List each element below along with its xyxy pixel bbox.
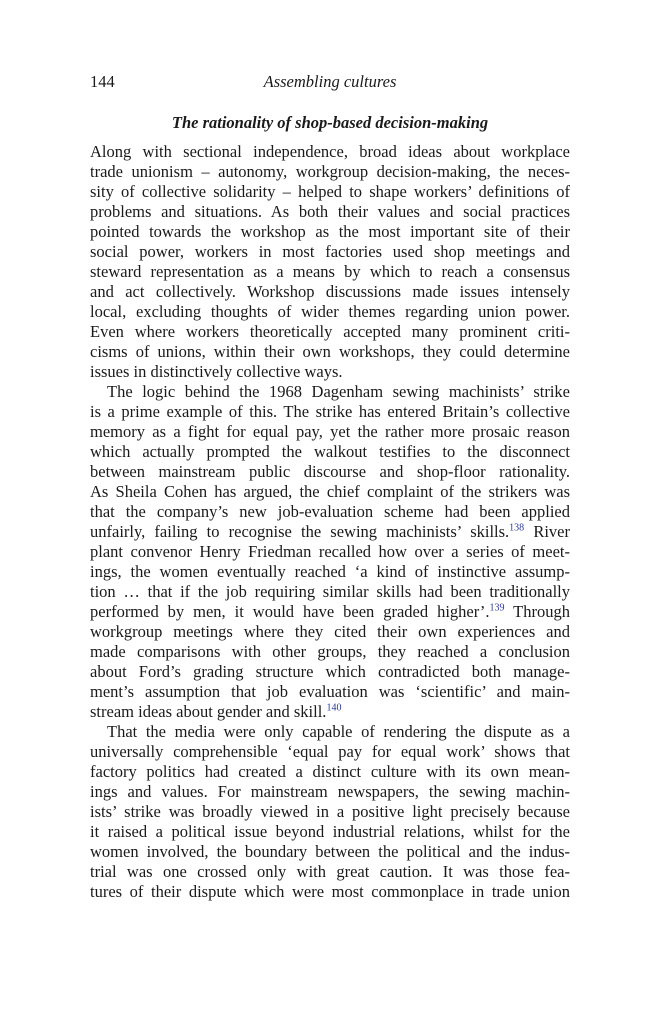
text-line: trial was one crossed only with great caution. It was those fea- — [90, 862, 570, 881]
text-line: pointed towards the workshop as the most important site of their — [90, 222, 570, 241]
text-fragment: stream ideas about gender and skill. — [90, 702, 327, 721]
text-line: workgroup meetings where they cited their own experiences and — [90, 622, 570, 641]
text-line: social power, workers in most factories used shop meetings and — [90, 242, 570, 261]
text-line: local, excluding thoughts of wider themes regarding union power. — [90, 302, 570, 321]
text-line: about Ford’s grading structure which contradicted both manage- — [90, 662, 570, 681]
text-line: made comparisons with other groups, they reached a conclusion — [90, 642, 570, 661]
text-line-with-ref — [90, 602, 570, 622]
paragraph-1 — [90, 142, 570, 382]
text-line: As Sheila Cohen has argued, the chief complaint of the strikers was — [90, 482, 570, 501]
text-line: problems and situations. As both their values and social practices — [90, 202, 570, 221]
text-line: tion … that if the job requiring similar skills had been traditionally — [90, 582, 570, 601]
section-heading: The rationality of shop-based decision-making — [171, 113, 489, 132]
text-line: ists’ strike was broadly viewed in a positive light precisely because — [90, 802, 570, 821]
text-line: trade unionism – autonomy, workgroup decision-making, the neces- — [90, 162, 570, 181]
page-number: 144 — [90, 72, 115, 91]
text-line: issues in distinctively collective ways. — [90, 362, 343, 381]
text-line: Along with sectional independence, broad ideas about workplace — [90, 142, 570, 161]
text-line: and act collectively. Workshop discussions made issues intensely — [90, 282, 570, 301]
running-head — [90, 72, 570, 96]
text-line-with-ref — [90, 702, 570, 722]
text-line: which actually prompted the walkout testifies to the disconnect — [90, 442, 570, 461]
text-fragment: performed by men, it would have been graded higher’. — [90, 602, 490, 621]
text-line: plant convenor Henry Friedman recalled how over a series of meet- — [90, 542, 570, 561]
text-line: memory as a fight for equal pay, yet the rather more prosaic reason — [90, 422, 570, 441]
text-line-with-ref — [90, 522, 570, 542]
text-line: ment’s assumption that job evaluation was ‘scientific’ and main- — [90, 682, 570, 701]
running-title: Assembling cultures — [263, 72, 397, 91]
text-line: is a prime example of this. The strike has entered Britain’s collective — [90, 402, 570, 421]
text-line: women involved, the boundary between the political and the indus- — [90, 842, 570, 861]
text-fragment: Through — [504, 602, 570, 621]
text-line: That the media were only capable of rendering the dispute as a — [107, 722, 570, 741]
paragraph-3 — [90, 722, 570, 902]
text-fragment: River — [524, 522, 570, 541]
text-line: that the company’s new job-evaluation scheme had been applied — [90, 502, 570, 521]
text-fragment: unfairly, failing to recognise the sewing machinists’ skills. — [90, 522, 510, 541]
footnote-ref-138[interactable]: 138 — [509, 522, 525, 534]
text-line: ings, the women eventually reached ‘a kind of instinctive assump- — [90, 562, 570, 581]
text-line: between mainstream public discourse and shop-floor rationality. — [90, 462, 570, 481]
text-line: factory politics had created a distinct culture with its own mean- — [90, 762, 570, 781]
text-line: it raised a political issue beyond industrial relations, whilst for the — [90, 822, 570, 841]
text-line: The logic behind the 1968 Dagenham sewing machinists’ strike — [107, 382, 570, 401]
text-line: Even where workers theoretically accepted many prominent criti- — [90, 322, 570, 341]
text-line: sity of collective solidarity – helped to shape workers’ definitions of — [90, 182, 570, 201]
paragraph-2 — [90, 382, 570, 722]
text-line: cisms of unions, within their own workshops, they could determine — [90, 342, 570, 361]
text-line: steward representation as a means by which to reach a consensus — [90, 262, 570, 281]
text-line: ings and values. For mainstream newspapers, the sewing machin- — [90, 782, 570, 801]
text-line: tures of their dispute which were most commonplace in trade union — [90, 882, 570, 901]
text-line: universally comprehensible ‘equal pay for equal work’ shows that — [90, 742, 570, 761]
body-text — [90, 142, 570, 902]
footnote-ref-140[interactable]: 140 — [326, 702, 342, 714]
footnote-ref-139[interactable]: 139 — [489, 602, 505, 614]
